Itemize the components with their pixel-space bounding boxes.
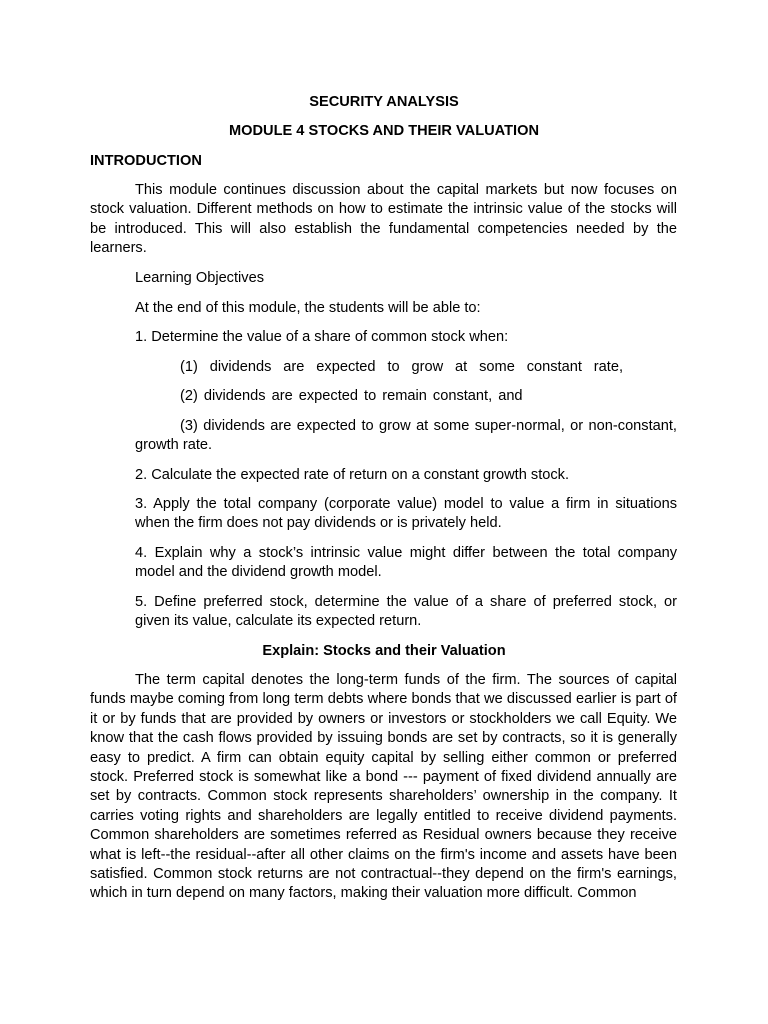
intro-paragraph: This module continues discussion about the capital markets but now focuses on stock valuation. Different methods on how to estimate the intrinsic value of the stocks will be introduced. This will also establish the fundamental competencies needed by the learners. — [90, 182, 677, 257]
sub-objective-item: (1) dividends are expected to grow at some constant rate, — [180, 359, 623, 375]
body-paragraph: The term capital denotes the long-term funds of the firm. The sources of capital funds maybe coming from long term debts where bonds that we discussed earlier is part of it or by funds that are provided by owners or investors or stockholders we call Equity. We know that the cash flows provided by issuing bonds are set by contracts, so it is generally easy to predict. A firm can obtain equity capital by selling either common or preferred stock. Preferred stock is somewhat like a bond --- payment of fixed dividend annually are set by contracts. Common stock represents shareholders’ ownership in the company. It carries voting rights and shareholders are legally entitled to receive dividend payments. Common shareholders are sometimes referred as Residual owners because they receive what is left--the residual--after all other claims on the firm's income and assets have been satisfied. Common stock returns are not contractual--they depend on the firm's earnings, which in turn depend on many factors, making their valuation more difficult. Common — [90, 672, 677, 902]
objective-item: 5. Define preferred stock, determine the value of a share of preferred stock, or given its value, calculate its expected return. — [135, 594, 677, 630]
sub-objective-item: (2) dividends are expected to remain constant, and — [180, 388, 523, 404]
explain-heading: Explain: Stocks and their Valuation — [262, 643, 506, 659]
sub-objective-item: (3) dividends are expected to grow at some super-normal, or non-constant, growth rate. — [135, 418, 677, 454]
learning-objectives-label: Learning Objectives — [135, 270, 264, 286]
objective-item: 2. Calculate the expected rate of return on a constant growth stock. — [135, 467, 570, 483]
module-title: MODULE 4 STOCKS AND THEIR VALUATION — [229, 123, 539, 139]
objective-item: 3. Apply the total company (corporate value) model to value a firm in situations when the firm does not pay dividends or is privately held. — [135, 496, 677, 532]
objective-item: 1. Determine the value of a share of common stock when: — [135, 329, 509, 345]
objectives-lead: At the end of this module, the students will be able to: — [135, 300, 481, 316]
intro-heading: INTRODUCTION — [90, 153, 202, 169]
document-title: SECURITY ANALYSIS — [309, 94, 459, 110]
objective-item: 4. Explain why a stock’s intrinsic value might differ between the total company model and the dividend growth model. — [135, 545, 677, 581]
